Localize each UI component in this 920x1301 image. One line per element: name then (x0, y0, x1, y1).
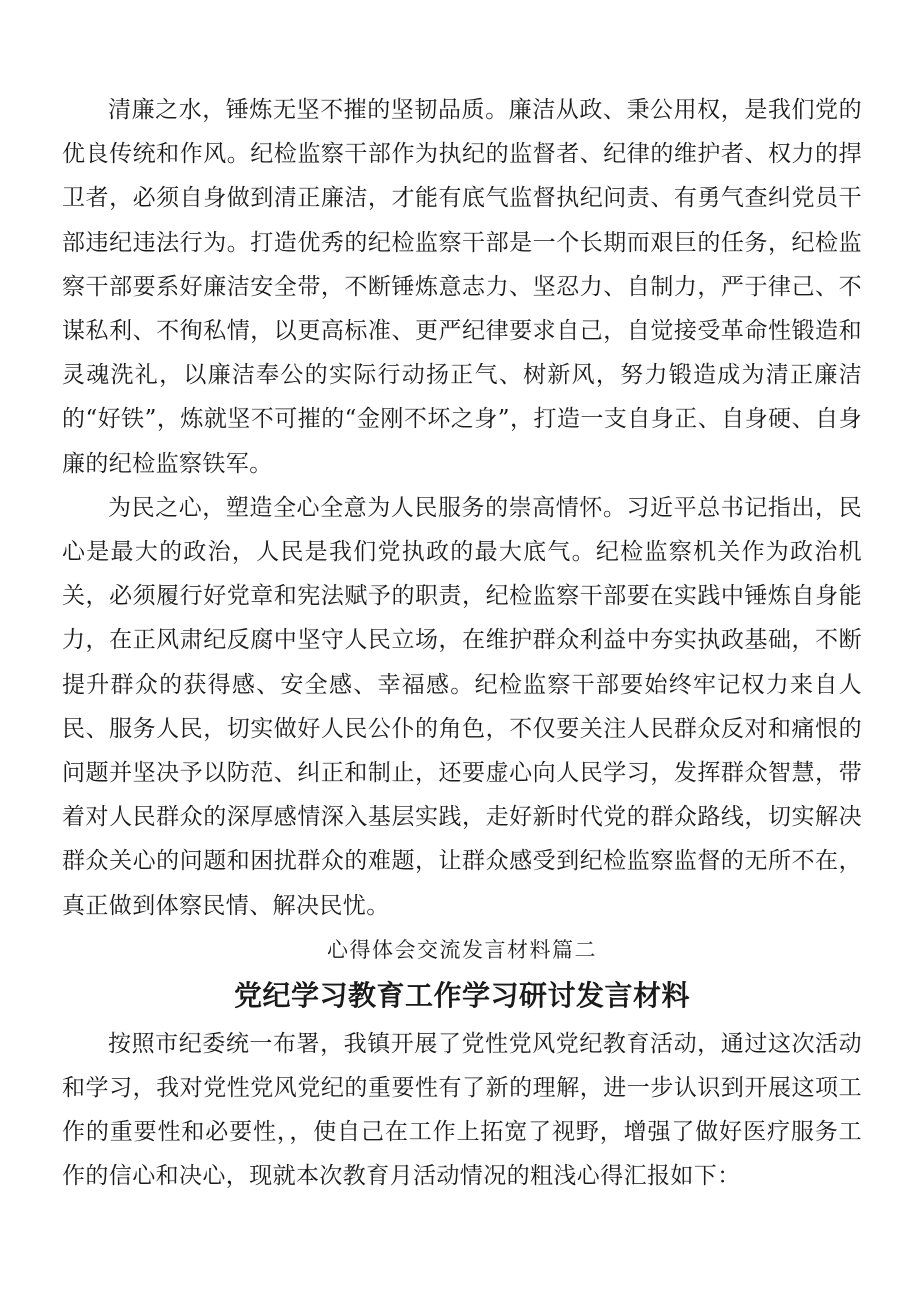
paragraph-intro: 按照市纪委统一布署，我镇开展了党性党风党纪教育活动，通过这次活动和学习，我对党性党风党纪的重要性有了新的理解，进一步认识到开展这项工作的重要性和必要性，，使自己在工作上拓宽了视野，增强了做好医疗服务工作的信心和决心，现就本次教育月活动情况的粗浅心得汇报如下： (62, 1030, 862, 1190)
paragraph-integrity: 清廉之水，锤炼无坚不摧的坚韧品质。廉洁从政、秉公用权，是我们党的优良传统和作风。纪检监察干部作为执纪的监督者、纪律的维护者、权力的捍卫者，必须自身做到清正廉洁，才能有底气监督执纪问责、有勇气查纠党员干部违纪违法行为。打造优秀的纪检监察干部是一个长期而艰巨的任务，纪检监察干部要系好廉洁安全带，不断锤炼意志力、坚忍力、自制力，严于律己、不谋私利、不徇私情，以更高标准、更严纪律要求自己，自觉接受革命性锻造和灵魂洗礼，以廉洁奉公的实际行动扬正气、树新风，努力锻造成为清正廉洁的“好铁”，炼就坚不可摧的“金刚不坏之身”，打造一支自身正、自身硬、自身廉的纪检监察铁军。 (62, 97, 862, 477)
section-subtitle: 心得体会交流发言材料篇二 (327, 937, 597, 962)
paragraph-people-heart: 为民之心，塑造全心全意为人民服务的崇高情怀。习近平总书记指出，民心是最大的政治，人民是我们党执政的最大底气。纪检监察机关作为政治机关，必须履行好党章和宪法赋予的职责，纪检监察干部要在实践中锤炼自身能力，在正风肃纪反腐中坚守人民立场，在维护群众利益中夯实执政基础，不断提升群众的获得感、安全感、幸福感。纪检监察干部要始终牢记权力来自人民、服务人民，切实做好人民公仆的角色，不仅要关注人民群众反对和痛恨的问题并坚决予以防范、纠正和制止，还要虚心向人民学习，发挥群众智慧，带着对人民群众的深厚感情深入基层实践，走好新时代党的群众路线，切实解决群众关心的问题和困扰群众的难题，让群众感受到纪检监察监督的无所不在，真正做到体察民情、解决民忧。 (62, 494, 862, 919)
document-page (62, 88, 862, 1199)
section-title: 党纪学习教育工作学习研讨发言材料 (233, 978, 690, 1012)
